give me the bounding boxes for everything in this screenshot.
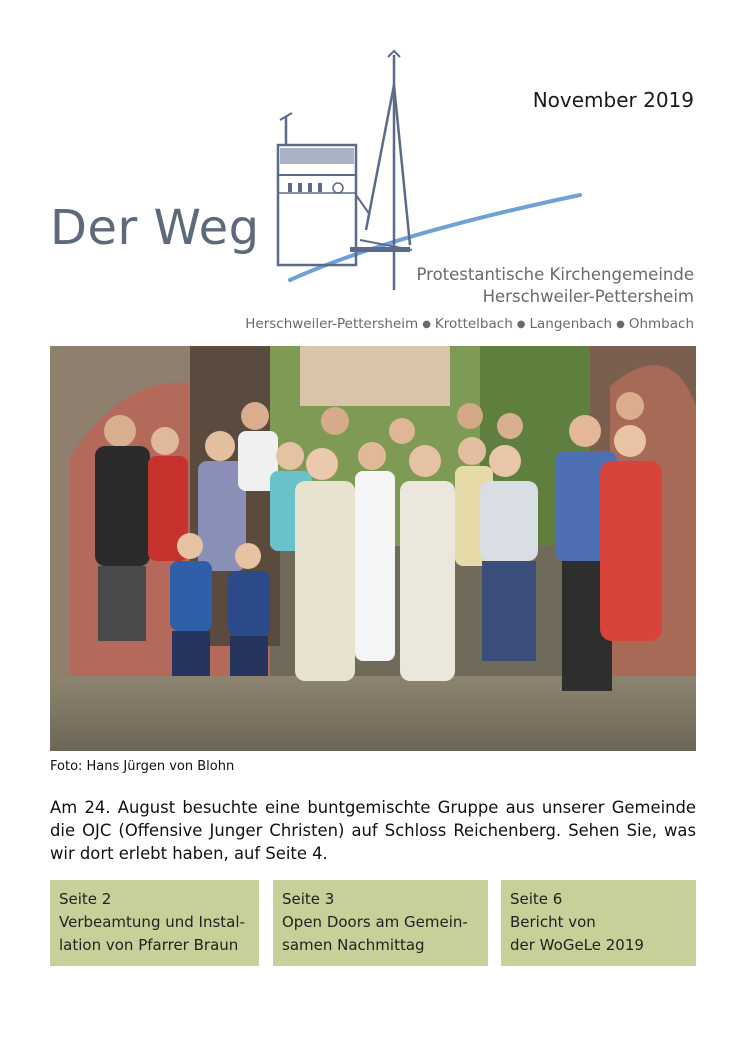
teaser-page: Seite 6 [510,890,563,908]
teaser-box-page-6[interactable] [501,880,696,966]
teaser-text: Verbeamtung und Instal- [59,913,245,931]
teaser-text: lation von Pfarrer Braun [59,936,239,954]
teaser-box-page-3[interactable] [273,880,488,966]
village-name: Herschweiler-Pettersheim [245,316,419,332]
village-name: Krottelbach [434,316,513,332]
issue-date: November 2019 [532,88,694,112]
teaser-text: Open Doors am Gemein- [282,913,468,931]
photo-caption: Foto: Hans Jürgen von Blohn [50,759,235,774]
church-logo-icon [270,45,590,295]
teaser-text: samen Nachmittag [282,936,425,954]
teaser-page: Seite 2 [59,890,112,908]
teaser-page: Seite 3 [282,890,335,908]
villages-list: Herschweiler-Pettersheim ● Krottelbach ● Langenbach ● Ohmbach [245,316,694,332]
group-photo [50,346,696,751]
teaser-box-page-2[interactable] [50,880,259,966]
village-name: Ohmbach [628,316,694,332]
parish-name: Protestantische Kirchengemeinde [416,265,694,284]
teaser-text: Bericht von [510,913,596,931]
intro-text: Am 24. August besuchte eine buntgemischte Gruppe aus unserer Gemeinde die OJC (Offensive Junger Christen) auf Schloss Reichenberg. Sehen Sie, was wir dort erlebt haben, auf Seite 4. [50,798,696,863]
teaser-text: der WoGeLe 2019 [510,936,644,954]
parish-location: Herschweiler-Pettersheim [482,287,694,306]
village-name: Langenbach [529,316,613,332]
magazine-title: Der Weg [50,200,260,256]
